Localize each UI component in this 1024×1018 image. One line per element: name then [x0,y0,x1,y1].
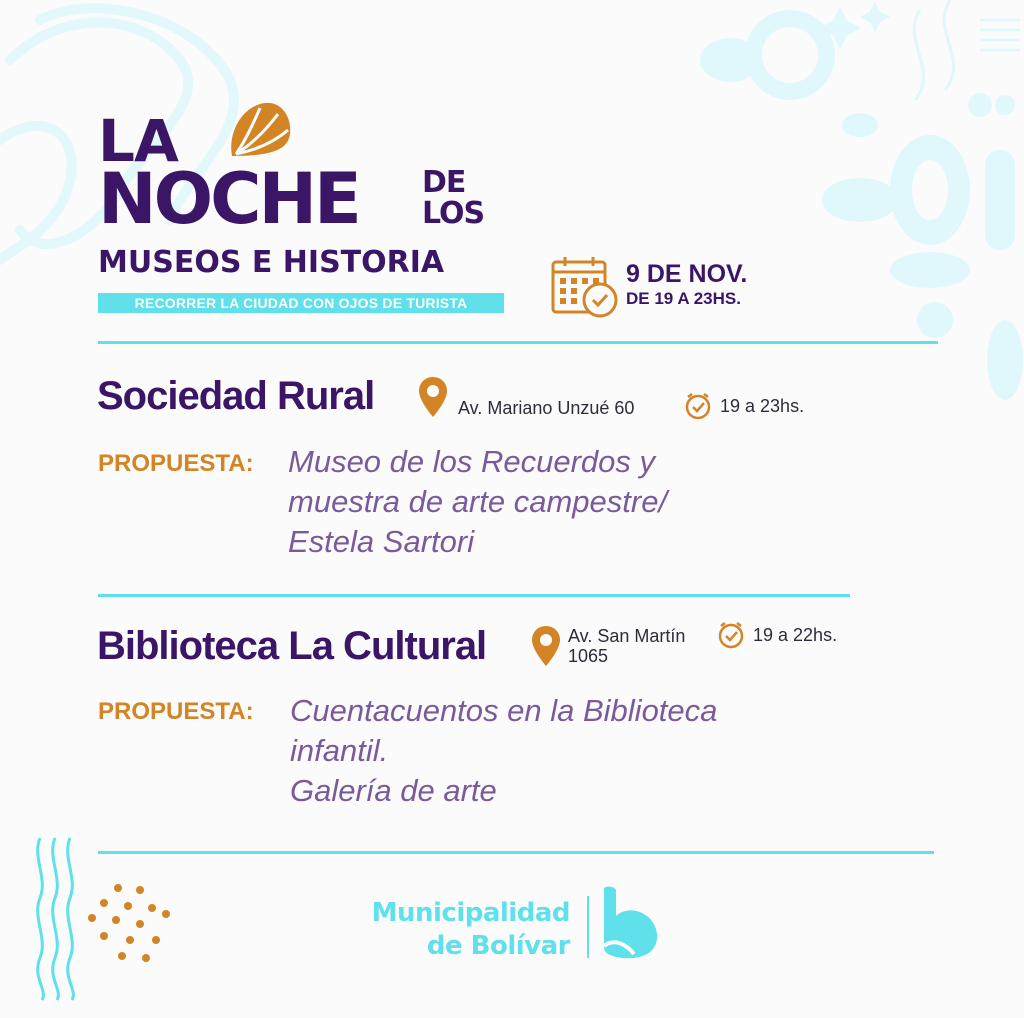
proposal-text [288,442,667,562]
venue-address-line: Av. San Martín [568,626,686,646]
divider [98,851,934,854]
proposal-label: PROPUESTA: [98,698,254,725]
clock-icon [684,392,712,420]
calendar-icon [550,254,620,320]
proposal-label: PROPUESTA: [98,450,254,477]
municipality-line: de Bolívar [426,931,570,961]
proposal-line: muestra de arte campestre/ [288,484,668,519]
divider [98,341,938,344]
proposal-line: Estela Sartori [288,524,475,559]
bolivar-b-logo [600,884,662,960]
location-pin-icon [418,376,448,418]
event-hours: DE 19 A 23HS. [626,289,741,308]
location-pin-icon [531,625,561,667]
venue-address: Av. Mariano Unzué 60 [458,398,635,418]
proposal-line: Museo de los Recuerdos y [288,444,656,479]
venue-time: 19 a 22hs. [753,625,838,645]
divider [98,594,850,597]
venue-time: 19 a 23hs. [720,396,805,416]
shell-icon [226,100,294,160]
proposal-line: Cuentacuentos en la Biblioteca [290,693,718,728]
proposal-text [290,691,717,811]
title-noche: NOCHE [98,158,359,240]
venue-address [568,626,685,666]
municipality-name [356,897,570,963]
title-la: LA [98,107,178,175]
venue-name: Sociedad Rural [97,374,375,418]
title-museos-e-historia: MUSEOS E HISTORIA [98,245,445,280]
event-date: 9 DE NOV. [626,260,748,288]
proposal-line: infantil. [290,733,389,768]
venue-name: Biblioteca La Cultural [97,624,487,668]
title-los: LOS [422,196,485,231]
municipality-line: Municipalidad [371,898,570,928]
clock-icon [717,621,745,649]
proposal-line: Galería de arte [290,773,497,808]
title-de: DE [422,165,466,200]
logo-divider [587,896,589,958]
venue-address-line: 1065 [568,646,609,666]
tagline: RECORRER LA CIUDAD CON OJOS DE TURISTA [98,293,504,313]
